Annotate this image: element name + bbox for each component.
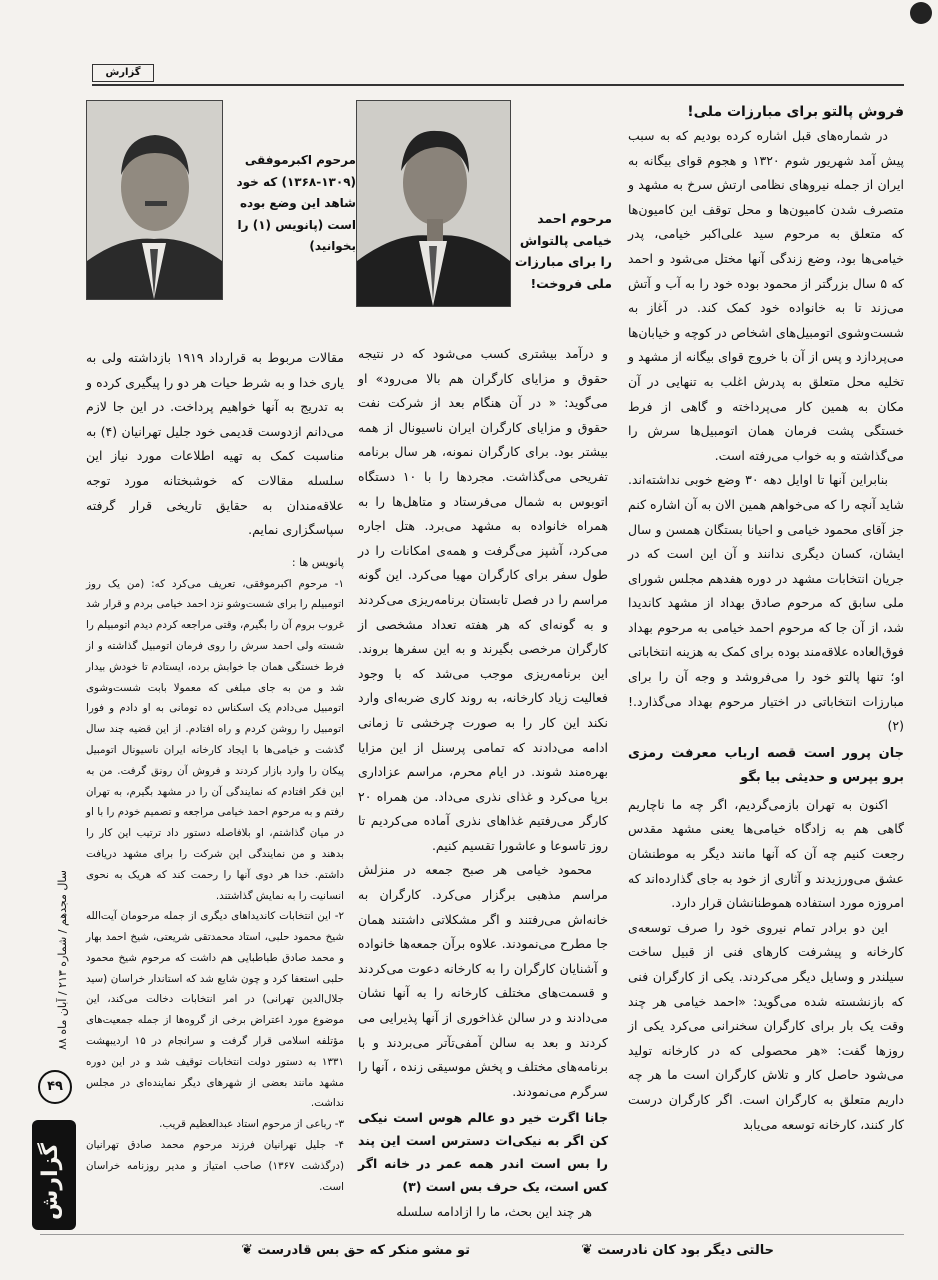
article-column-left bbox=[86, 346, 344, 1193]
portrait-photo-ahmad-khayami bbox=[356, 100, 511, 307]
footnote: ۴- جلیل تهرانیان فرزند مرحوم محمد صادق تهرانیان (درگذشت ۱۳۶۷) صاحب امتیاز و مدیر روزنامه خراسان است. bbox=[86, 1139, 344, 1193]
paragraph: محمود خیامی هر صبح جمعه در منزلش مراسم مذهبی برگزار می‌کرد. کارگران به خانه‌اش می‌رفتند و اگر مشکلاتی داشتند همان جا مطرح می‌نمودند. علاوه برآن جمعه‌ها خانواده و آشنایان کارگران را به کارخانه دعوت می‌کردند و قسمت‌های مختلف کارخانه را به آنها نشان می‌دادند و در سالن غذاخوری از آنها پذیرایی می کردند و بعد به سالن آمفی‌تآتر می‌بردند و با برنامه‌های مختلف و پخش موسیقی زنده ، آنها را سرگرم می‌نمودند. bbox=[358, 862, 608, 1099]
paragraph: مقالات مربوط به قرارداد ۱۹۱۹ بازداشته ولی به یاری خدا و به شرط حیات هر دو را پیگیری کرده و به تدریج به آنها خواهیم پرداخت. در این جا لازم می‌دانم ازدوست قدیمی خود جلیل تهرانیان (۴) به مناسبت کمک به تهیه اطلاعات مورد نیاز این سلسله مقالات که خوشبختانه مورد توجه علاقه‌مندان به حقایق تاریخی قرار گرفته سپاسگزاری نمایم. bbox=[86, 350, 344, 538]
paragraph: هر چند این بحث، ما را ازادامه سلسله bbox=[396, 1204, 592, 1220]
masthead-logo: گزارش bbox=[92, 64, 154, 82]
photo-caption-akbar-movafaghi: مرحوم اکبرموفقی (۱۳۰۹-۱۳۶۸) که خود شاهد این وضع بوده است (پانویس (۱) را بخوانید) bbox=[236, 153, 356, 253]
portrait-photo-akbar-movafaghi bbox=[86, 100, 223, 300]
footer-verse-left: تو مشو منکر که حق بس قادرست ❦ bbox=[241, 1242, 470, 1258]
footnote: ۳- رباعی از مرحوم استاد عبدالعظیم قریب. bbox=[159, 1118, 344, 1131]
paragraph: بنابراین آنها تا اوایل دهه ۳۰ وضع خوبی نداشته‌اند. شاید آنچه را که می‌خواهم همین الان به آن اشاره کنم جز آقای محمود خیامی و احیانا بستگان همسن و سال ایشان، کسان دیگری ندانند و آن این است که در جریان انتخابات مشهد در دوره هفدهم مجلس شورای ملی سابق که مرحوم صادق بهداد از مشهد کاندیدا شد، از آن جا که مرحوم احمد خیامی به مرحوم بهداد فوق‌العاده علاقه‌مند بوده برای کمک به هزینه انتخاباتی او؛ تنها پالتو خود را می‌فروشد و وجه آن را برای مبارزات انتخاباتی در اختیار مرحوم بهداد می‌گذارد.! (۲) bbox=[628, 472, 904, 734]
section-heading: فروش پالتو برای مبارزات ملی! bbox=[687, 104, 904, 120]
portrait-illustration bbox=[357, 101, 510, 306]
ornament-icon: ❦ bbox=[581, 1242, 593, 1258]
portrait-illustration bbox=[87, 101, 222, 299]
article-column-middle bbox=[358, 342, 609, 1220]
article-column-right bbox=[628, 100, 904, 1180]
corner-mark bbox=[910, 2, 932, 24]
footer-rule bbox=[40, 1234, 904, 1235]
issue-info: سال مجدهم / شماره ۲۱۳ / آبان ماه ۸۸ bbox=[56, 870, 69, 1050]
footer-verse-right: حالتی دیگر بود کان نادرست ❦ bbox=[581, 1242, 774, 1258]
paragraph: این دو برادر تمام نیروی خود را صرف توسعه‌ی کارخانه و پیشرفت کارهای فنی از قبیل ساخت سیلندر و وسایل دیگر می‌کردند. یکی از کارگران فنی که بازنشسته شده می‌گوید: «احمد خیامی هر چند وقت یک بار برای کارگران سخنرانی می‌کرد یکی از روزها گفت: «هر محصولی که در کارخانه تولید می‌شود حاصل کار و تلاش کارگران است ما هر چه داریم متعلق به کارگران است. اگر کارگران درست کار کنند، کارخانه توسعه می‌یابد bbox=[628, 919, 904, 1132]
footnotes-title: پانویس ها : bbox=[291, 555, 344, 569]
footnote: ۲- این انتخابات کاندیداهای دیگری از جمله مرحومان آیت‌الله شیخ محمود حلبی، استاد محمدتقی شریعتی، شیخ احمد بهار و محمد صادق طباطبایی هم داشت که مرحوم شیخ محمود حلبی استعفا کرد و چون شایع شد که استاندار خراسان (سید جلال‌الدین تهرانی) در امر انتخابات دخالت می‌کند، این موضوع مورد اعتراض برخی از گروه‌ها از جمله جمعیت‌های مؤتلفه اسلامی قرار گرفت و سرانجام در ۱۵ اردیبهشت ۱۳۳۱ به دستور دولت انتخابات توقیف شد و در این دوره مشهد مانند بعضی از شهرهای دیگر نماینده‌ای در مجلس نداشت. bbox=[86, 910, 344, 1110]
section-heading: جان پرور است قصه ارباب معرفت رمزی برو بپرس و حدیثی بیا بگو bbox=[628, 745, 904, 785]
paragraph: اکنون به تهران بازمی‌گردیم، اگر چه ما ناچاریم گاهی هم به زادگاه خیامی‌ها یعنی مشهد مقدس رجعت کنیم چه آن که آنها مانند دیگر به موطنشان عشق می‌ورزیدند و آثاری از خود به جای گذارده‌اند که امروزه مورد استفاده هموطنانشان قرار دارد. bbox=[628, 796, 904, 911]
footnotes bbox=[86, 553, 344, 1198]
ornament-icon: ❦ bbox=[241, 1242, 253, 1258]
masthead-rule bbox=[92, 84, 904, 86]
magazine-logo: گزارش bbox=[32, 1120, 76, 1230]
page-number: ۴۹ bbox=[38, 1070, 72, 1104]
photo-caption-ahmad-khayami: مرحوم احمد خیامی پالتواش را برای مبارزات ملی فروخت! bbox=[514, 211, 612, 291]
footnote: ۱- مرحوم اکبرموفقی، تعریف می‌کرد که: (من یک روز اتومبیلم را برای شست‌وشو نزد احمد خیامی بردم و قرار شد غروب بروم آن را بگیرم، وقتی مراجعه کردم دیدم اتومبیلم را شسته ولی احمد سرش را روی فرمان اتومبیل گذاشته و از فرط خستگی همان جا خوابش برده، ایستادم تا خودش بیدار شد و من به جای مبلغی که معمولا بابت شست‌وشوی اتومبیل می‌دادم یک اسکناس ده تومانی به او دادم و فورا اتومبیل را روشن کردم و راه افتادم. از این قضیه چند سال گذشت و خیامی‌ها با ایجاد کارخانه ایران ناسیونال اتومبیل پیکان را وارد بازار کردند و فروش آن رونق گرفت. من به این فکر افتادم که نمایندگی آن را در مشهد بگیرم، به تهران رفتم و به مرحوم احمد خیامی مراجعه و تصمیم خودم را با او در میان گذاشتم، او بلافاصله دستور داد ترتیب این کار را بدهند و من نمایندگی این شرکت را برای مشهد دریافت داشتم. خدا هر دوی آنها را رحمت کند که هریک به نحوی انسانیت را به نمایش گذاشتند. bbox=[86, 577, 344, 902]
paragraph: و درآمد بیشتری کسب می‌شود که در نتیجه حقوق و مزایای کارگران هم بالا می‌رود» او می‌گوید: « در آن هنگام بعد از شرکت نفت حقوق و مزایای کارگران ایران ناسیونال از همه بیشتر بود. برای کارگران نمونه، هر سال برنامه تفریحی می‌گذاشت. مجردها را با ۱۰ دستگاه اتوبوس به شمال می‌فرستاد و متاهل‌ها را به همراه خانواده به مشهد می‌برد. هتل اجاره می‌کرد، آشپز می‌گرفت و همه‌ی امکانات را در طول سفر برای کارگران مهیا می‌کرد. این گونه مراسم را در فصل تابستان برنامه‌ریزی می‌کردند و به گونه‌ای که هر هفته تعداد مشخصی از کارگران مرخصی بگیرند و به این سفرها بروند. این برنامه‌ریزی موجب می‌شد که با وجود فعالیت زیاد کارخانه، به روند کاری ضربه‌ای وارد نکند این کار را به صورت چرخشی تا زمانی ادامه می‌دادند که تمامی پرسنل از این مزایا بهره‌مند شوند. در ایام محرم، مراسم عزاداری برپا می‌کرد و غذای نذری می‌داد. من همراه ۲۰ کارگر می‌رفتیم غذاهای نذری آماده می‌کردیم تا روز تاسوعا و عاشورا تقسیم کنیم. bbox=[358, 346, 609, 853]
paragraph: در شماره‌های قبل اشاره کرده بودیم که به سبب پیش آمد شهریور شوم ۱۳۲۰ و هجوم قوای بیگانه به ایران از جمله نیروهای نظامی ارتش سرخ به مشهد و متصرف شدن کامیون‌ها و محل توقف این کامیون‌ها که متعلق به مرحوم سید علی‌اکبر خیامی، پدر خیامی‌ها بود، وضع زندگی آنها مختل می‌شود و احمد که ۵ سال بزرگتر از محمود بوده خود را به آب و آتش می‌زند تا به خانواده خود کمک کند. در آغاز به شست‌وشوی اتومبیل‌های اشخاص در کوچه و خیابان‌ها می‌پردازد و پس از آن با خروج قوای بیگانه از مشهد و تخلیه محل متعلق به پدرش اغلب به تنهایی در آن مکان به همین کار می‌پرداخته و گاهی از فرط خستگی پشت فرمان همان اتومبیل‌ها سرش را می‌گذاشته و به خواب می‌رفته است. bbox=[628, 128, 904, 463]
poem-quote: جانا اگرت خیر دو عالم هوس است نیکی کن اگر به نیکی‌ات دسترس است این پند را بس است اندر همه عمر در خانه اگر کس است، یک حرف بس است (۳) bbox=[358, 1110, 608, 1195]
